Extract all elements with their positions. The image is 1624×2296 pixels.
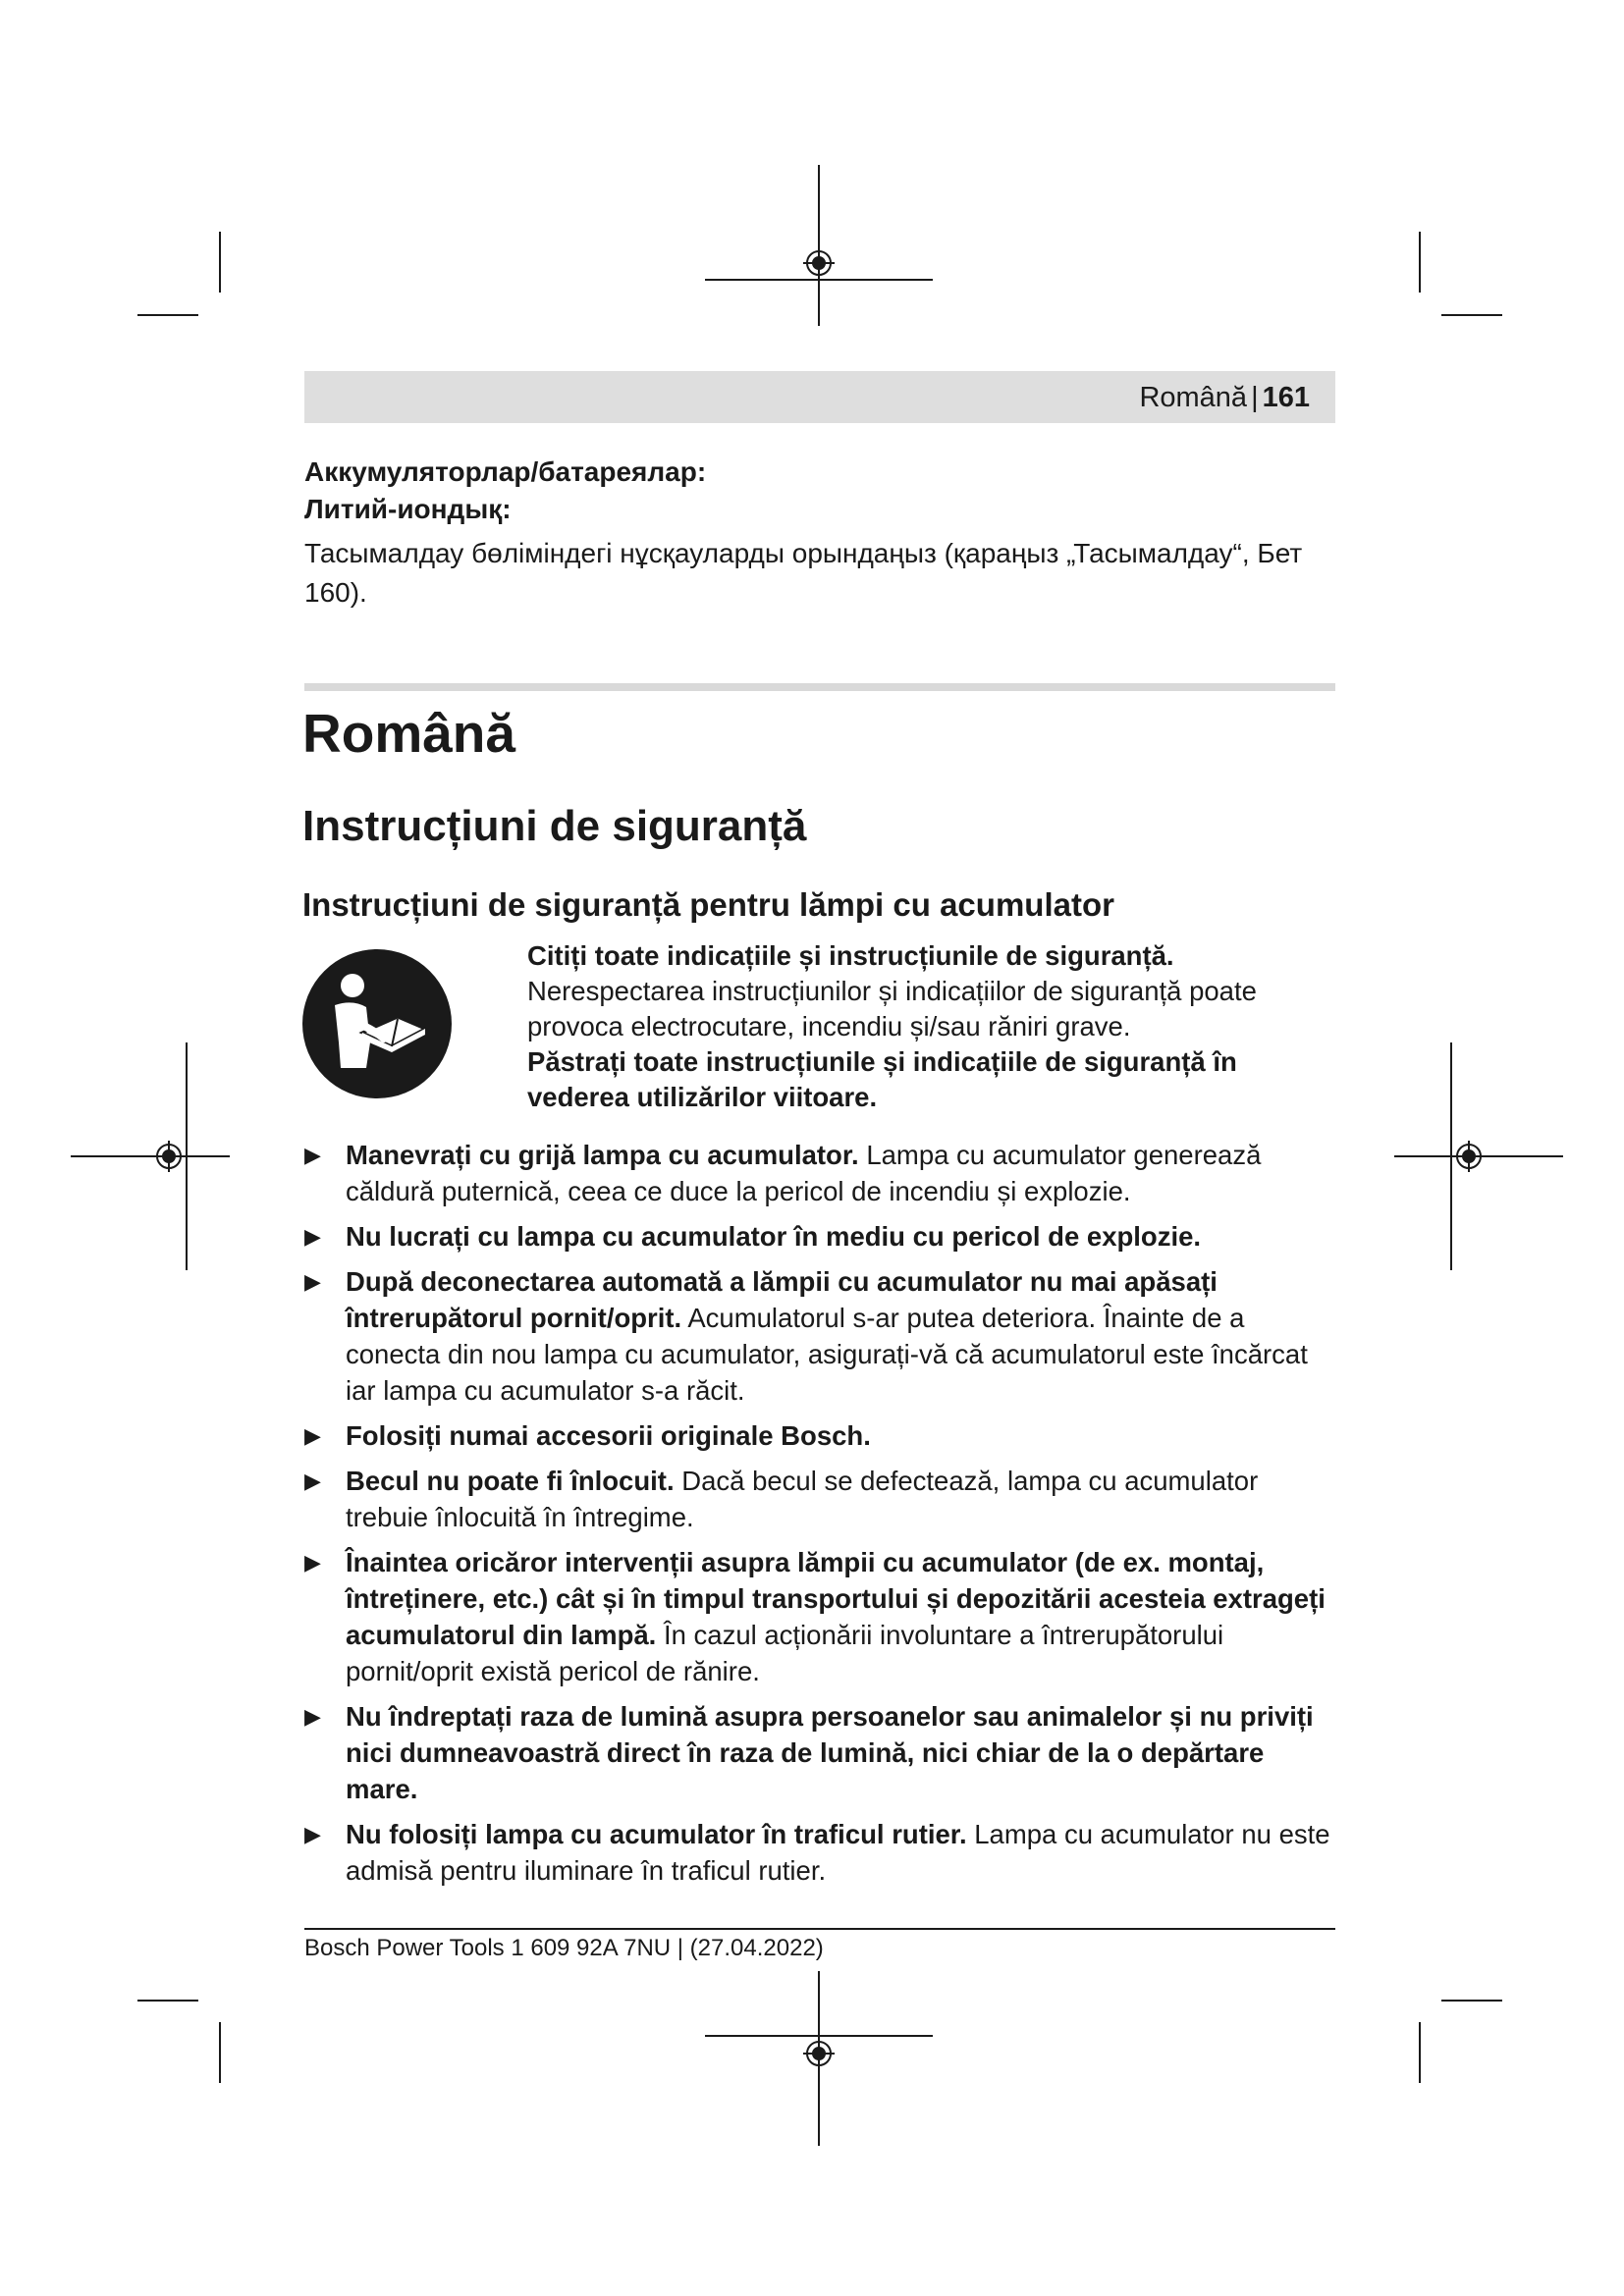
- item-bold: Nu îndreptați raza de lumină asupra persoanelor sau animalelor și nu priviți nici dumneavoastră direct în raza de lumină, nici chiar de la o depărtare mare.: [346, 1701, 1314, 1804]
- page-header: [304, 371, 1335, 423]
- item-text: Lampa cu acumulator nu este admisă pentru iluminare în traficul rutier.: [346, 1819, 1330, 1886]
- intro-bold-2: Păstrați toate instrucțiunile și indicațiile de siguranță în vederea utilizărilor viitoare.: [527, 1046, 1237, 1112]
- bullet-arrow-icon: ▶: [304, 1269, 321, 1294]
- bullet-arrow-icon: ▶: [304, 1468, 321, 1493]
- list-item: [304, 1263, 1335, 1409]
- kazakh-line-3: Тасымалдау бөліміндегі нұсқауларды орындаңыз (қараңыз „Тасымалдау“, Бет 160).: [304, 538, 1303, 608]
- section-title: Română: [302, 703, 515, 764]
- item-bold: Nu folosiți lampa cu acumulator în traficul rutier.: [346, 1819, 967, 1849]
- bullet-arrow-icon: ▶: [304, 1224, 321, 1249]
- intro-text-1: Nerespectarea instrucțiunilor și indicațiilor de siguranță poate provoca electrocutare, incendiu și/sau răniri grave.: [527, 976, 1257, 1041]
- section-divider: [304, 683, 1335, 691]
- read-manual-icon: [301, 948, 453, 1099]
- footer-divider: [304, 1928, 1335, 1930]
- item-bold: După deconectarea automată a lămpii cu acumulator nu mai apăsați întrerupătorul pornit/oprit.: [346, 1266, 1218, 1333]
- kazakh-transport-block: [304, 454, 1335, 613]
- item-bold: Nu lucrați cu lampa cu acumulator în mediu cu pericol de explozie.: [346, 1221, 1202, 1252]
- list-item: [304, 1544, 1335, 1689]
- registration-mark-bottom: [705, 1971, 933, 2146]
- page-header-text: [1139, 380, 1310, 415]
- item-bold: Înaintea oricăror intervenții asupra lămpii cu acumulator (de ex. montaj, întreținere, etc.) cât și în timpul transportului și depozitării acesteia extrageți acumulatorul din lampă.: [346, 1547, 1326, 1650]
- bullet-arrow-icon: ▶: [304, 1423, 321, 1448]
- bullet-arrow-icon: ▶: [304, 1550, 321, 1575]
- safety-items-list: [304, 1137, 1335, 1897]
- registration-mark-right: [1394, 1042, 1563, 1270]
- page-footer: Bosch Power Tools 1 609 92A 7NU | (27.04.2022): [304, 1935, 824, 1961]
- heading-safety-instructions: Instrucțiuni de siguranță: [302, 802, 807, 850]
- list-item: [304, 1816, 1335, 1889]
- list-item: [304, 1417, 1335, 1454]
- intro-warning: [527, 938, 1332, 1115]
- list-item: [304, 1218, 1335, 1255]
- item-bold: Folosiți numai accesorii originale Bosch.: [346, 1420, 871, 1451]
- item-text: Acumulatorul s-ar putea deteriora. Înainte de a conecta din nou lampa cu acumulator, asigurați-vă că acumulatorul este încărcat iar lampa cu acumulator s-a răcit.: [346, 1303, 1308, 1406]
- kazakh-line-2: Литий-иондық:: [304, 494, 512, 524]
- registration-mark-left: [71, 1042, 230, 1270]
- item-text: Lampa cu acumulator generează căldură puternică, ceea ce duce la pericol de incendiu și explozie.: [346, 1140, 1262, 1206]
- registration-mark-top: [705, 165, 933, 326]
- page-number: 161: [1262, 382, 1310, 413]
- header-language: Română: [1139, 382, 1248, 413]
- item-bold: Manevrați cu grijă lampa cu acumulator.: [346, 1140, 859, 1170]
- bullet-arrow-icon: ▶: [304, 1822, 321, 1846]
- intro-bold-1: Citiți toate indicațiile și instrucțiunile de siguranță.: [527, 940, 1174, 971]
- list-item: [304, 1463, 1335, 1535]
- heading-lamp-safety: Instrucțiuni de siguranță pentru lămpi cu acumulator: [302, 886, 1114, 923]
- item-text: Dacă becul se defectează, lampa cu acumulator trebuie înlocuită în întregime.: [346, 1466, 1259, 1532]
- list-item: [304, 1698, 1335, 1807]
- bullet-arrow-icon: ▶: [304, 1704, 321, 1729]
- item-text: În cazul acționării involuntare a întrerupătorului pornit/oprit există pericol de rănire.: [346, 1620, 1224, 1686]
- kazakh-line-1: Аккумуляторлар/батареялар:: [304, 456, 707, 487]
- bullet-arrow-icon: ▶: [304, 1143, 321, 1167]
- header-separator: |: [1251, 382, 1259, 413]
- item-bold: Becul nu poate fi înlocuit.: [346, 1466, 675, 1496]
- list-item: [304, 1137, 1335, 1209]
